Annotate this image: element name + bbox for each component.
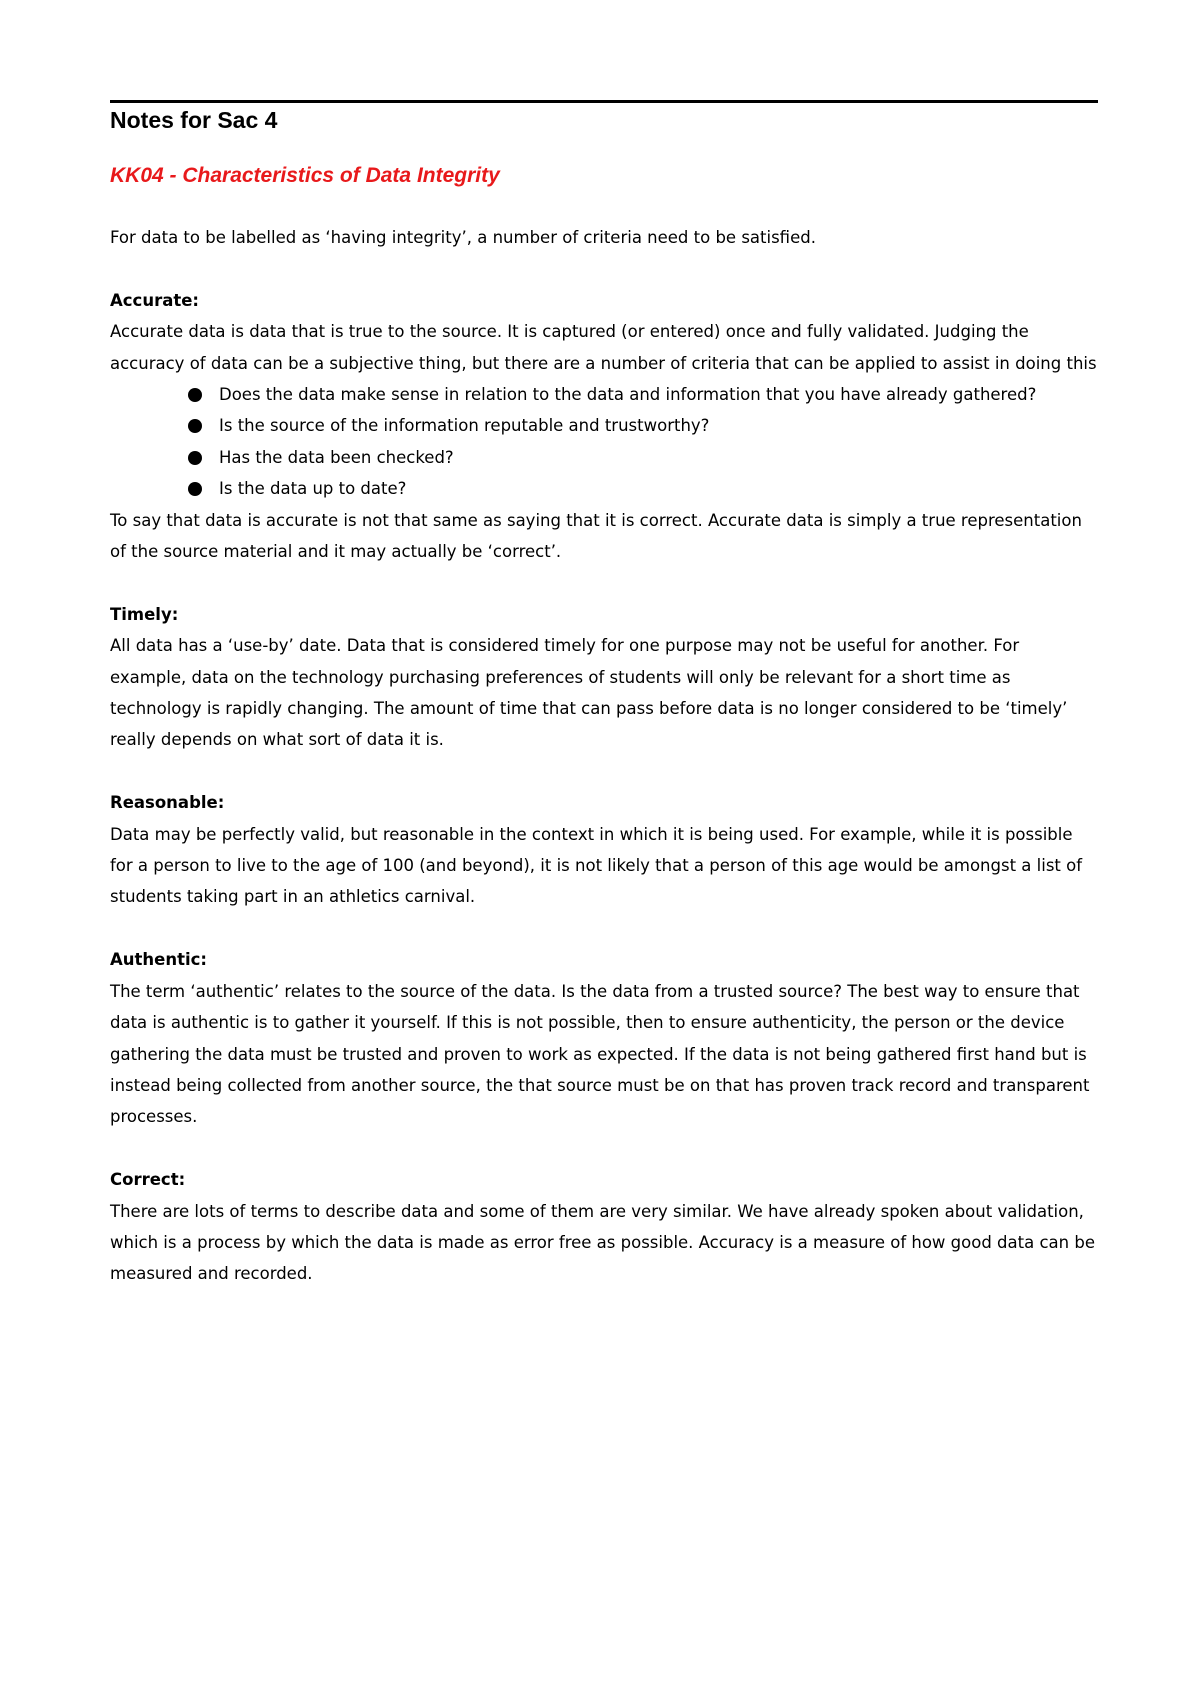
correct-paragraph: There are lots of terms to describe data and some of them are very similar. We have already spoken about validation, which is a process by which the data is made as error free as possible. Accuracy is a measure of how good data can be measured and recorded. [110, 1201, 1095, 1284]
document-title: Notes for Sac 4 [110, 107, 278, 133]
list-item-text: Is the source of the information reputable and trustworthy? [219, 416, 710, 436]
document-body [110, 222, 1100, 1290]
header-rule [110, 100, 1098, 103]
authentic-paragraph: The term ‘authentic’ relates to the source of the data. Is the data from a trusted source? The best way to ensure that data is authentic is to gather it yourself. If this is not possible, then to ensure authenticity, the person or the device gathering the data must be trusted and proven to work as expected. If the data is not being gathered first hand but is instead being collected from another source, the that source must be on that has proven track record and transparent processes. [110, 981, 1090, 1127]
bullet-icon [188, 482, 202, 496]
list-item [219, 473, 1100, 504]
intro-paragraph: For data to be labelled as ‘having integrity’, a number of criteria need to be satisfied. [110, 228, 816, 247]
section-title: KK04 - Characteristics of Data Integrity [110, 164, 500, 187]
timely-heading: Timely: [110, 604, 179, 624]
bullet-icon [188, 388, 202, 402]
authentic-heading: Authentic: [110, 950, 208, 970]
correct-heading: Correct: [110, 1170, 186, 1190]
reasonable-paragraph: Data may be perfectly valid, but reasonable in the context in which it is being used. For example, while it is possible for a person to live to the age of 100 (and beyond), it is not likely that a person of this age would be amongst a list of students taking part in an athletics carnival. [110, 824, 1083, 907]
bullet-icon [188, 419, 202, 433]
list-item [219, 379, 1100, 410]
list-item-text: Does the data make sense in relation to the data and information that you have already gathered? [219, 385, 1037, 405]
bullet-icon [188, 451, 202, 465]
list-item-text: Is the data up to date? [219, 479, 407, 499]
accurate-heading: Accurate: [110, 290, 200, 310]
list-item-text: Has the data been checked? [219, 447, 454, 467]
accurate-closing-paragraph: To say that data is accurate is not that same as saying that it is correct. Accurate data is simply a true representation of the source material and it may actually be ‘correct’. [110, 510, 1082, 562]
timely-paragraph: All data has a ‘use-by’ date. Data that is considered timely for one purpose may not be useful for another. For example, data on the technology purchasing preferences of students will only be relevant for a short time as technology is rapidly changing. The amount of time that can pass before data is no longer considered to be ‘timely’ really depends on what sort of data it is. [110, 636, 1068, 750]
reasonable-heading: Reasonable: [110, 793, 225, 813]
list-item [219, 442, 1100, 473]
accurate-paragraph: Accurate data is data that is true to the source. It is captured (or entered) once and fully validated. Judging the accuracy of data can be a subjective thing, but there are a number of criteria that can be applied to assist in doing this [110, 322, 1097, 373]
accurate-criteria-list [110, 379, 1100, 505]
list-item [219, 410, 1100, 441]
